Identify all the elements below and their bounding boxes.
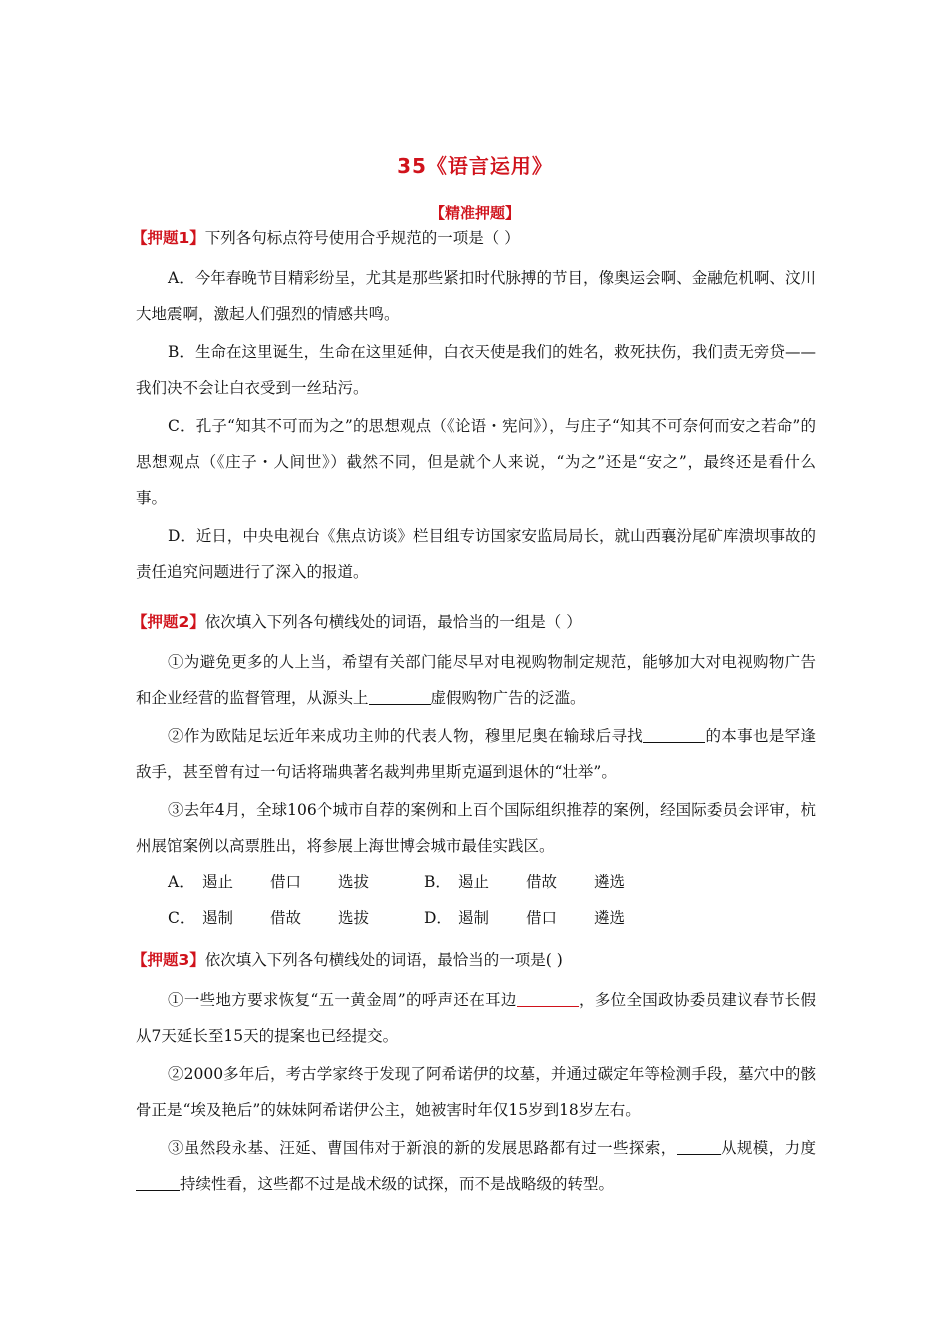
sentence-text: ②作为欧陆足坛近年来成功主帅的代表人物，穆里尼奥在输球后寻找 [168,727,644,745]
question-1-option-d: D．近日，中央电视台《焦点访谈》栏目组专访国家安监局局长，就山西襄汾尾矿库溃坝事故的责任追究问题进行了深入的报道。 [136,527,816,581]
option-word: 遴选 [594,909,626,927]
option-word: 遏止 [202,873,234,891]
question-3-sentence-3 [136,1130,816,1202]
question-3-label: 【押题3】 [132,951,205,969]
question-2-sentence-1 [136,644,816,716]
sentence-text: ，多位全国政协委员建议春节长假从7天延长至15天的提案也已经提交。 [136,991,816,1045]
option-c [168,900,424,936]
option-word: 遏制 [458,909,490,927]
option-word: 借故 [270,909,302,927]
option-key: A． [168,873,195,891]
question-1 [132,226,816,590]
option-key: C． [168,909,196,927]
question-3-sentence-2: ②2000多年后，考古学家终于发现了阿希诺伊的坟墓，并通过碳定年等检测手段，墓穴中的骸骨正是“埃及艳后”的妹妹阿希诺伊公主，她被害时年仅15岁到18岁左右。 [136,1065,816,1119]
question-2-sentence-3: ③去年4月，全球106个城市自荐的案例和上百个国际组织推荐的案例，经国际委员会评审，杭州展馆案例以高票胜出，将参展上海世博会城市最佳实践区。 [136,801,816,855]
sentence-text: ①一些地方要求恢复“五一黄金周”的呼声还在耳边 [168,991,517,1009]
option-key: D． [424,909,452,927]
fill-blank [136,1172,180,1191]
option-a [168,864,424,900]
fill-blank [517,988,579,1007]
option-word: 遴选 [594,873,626,891]
question-3-text: 依次填入下列各句横线处的词语，最恰当的一项是( ) [204,951,563,969]
option-b [424,864,680,900]
question-1-stem [132,226,816,250]
question-2-label: 【押题2】 [132,613,205,631]
question-1-option-c: C．孔子“知其不可而为之”的思想观点（《论语・宪问》），与庄子“知其不可奈何而安之若命”的思想观点（《庄子・人间世》）截然不同，但是就个人来说，“为之”还是“安之”，最终还是看什么事。 [136,417,816,507]
sentence-text: 持续性看，这些都不过是战术级的试探，而不是战略级的转型。 [180,1175,615,1193]
question-3-stem [132,948,816,972]
fill-blank [369,686,431,705]
question-3-sentence-1 [136,982,816,1054]
question-2-sentence-2 [136,718,816,790]
option-d [424,900,680,936]
section-heading: 【精准押题】 [429,204,520,222]
question-1-label: 【押题1】 [132,229,205,247]
question-2-stem [132,610,816,634]
option-word: 借故 [526,873,558,891]
question-2-text: 依次填入下列各句横线处的词语，最恰当的一组是（ ） [204,613,582,631]
question-3 [132,948,816,1202]
question-1-option-b: B．生命在这里诞生，生命在这里延伸，白衣天使是我们的姓名，救死扶伤，我们责无旁贷——我们决不会让白衣受到一丝玷污。 [136,343,816,397]
sentence-text: 从规模，力度 [720,1139,816,1157]
option-word: 选拔 [338,909,370,927]
option-word: 选拔 [338,873,370,891]
option-key: B． [424,873,451,891]
fill-blank [643,724,705,743]
sentence-text: ①为避免更多的人上当，希望有关部门能尽早对电视购物制定规范，能够加大对电视购物广告和企业经营的监督管理，从源头上 [136,653,816,707]
option-word: 遏制 [202,909,234,927]
question-2-options-row-2 [136,900,816,936]
option-word: 遏止 [458,873,490,891]
question-2 [132,610,816,936]
sentence-text: 的本事也是罕逢敌手，甚至曾有过一句话将瑞典著名裁判弗里斯克逼到退休的“壮举”。 [136,727,816,781]
question-2-options-row-1 [136,864,816,900]
sentence-text: 虚假购物广告的泛滥。 [430,689,586,707]
option-word: 借口 [270,873,302,891]
option-word: 借口 [526,909,558,927]
fill-blank [677,1136,721,1155]
question-1-option-a: A．今年春晚节目精彩纷呈，尤其是那些紧扣时代脉搏的节目，像奥运会啊、金融危机啊、汶川大地震啊，激起人们强烈的情感共鸣。 [136,269,816,323]
sentence-text: ③虽然段永基、汪延、曹国伟对于新浪的新的发展思路都有过一些探索， [168,1139,677,1157]
question-1-text: 下列各句标点符号使用合乎规范的一项是（ ） [204,229,520,247]
page-title: 35《语言运用》 [397,154,553,178]
